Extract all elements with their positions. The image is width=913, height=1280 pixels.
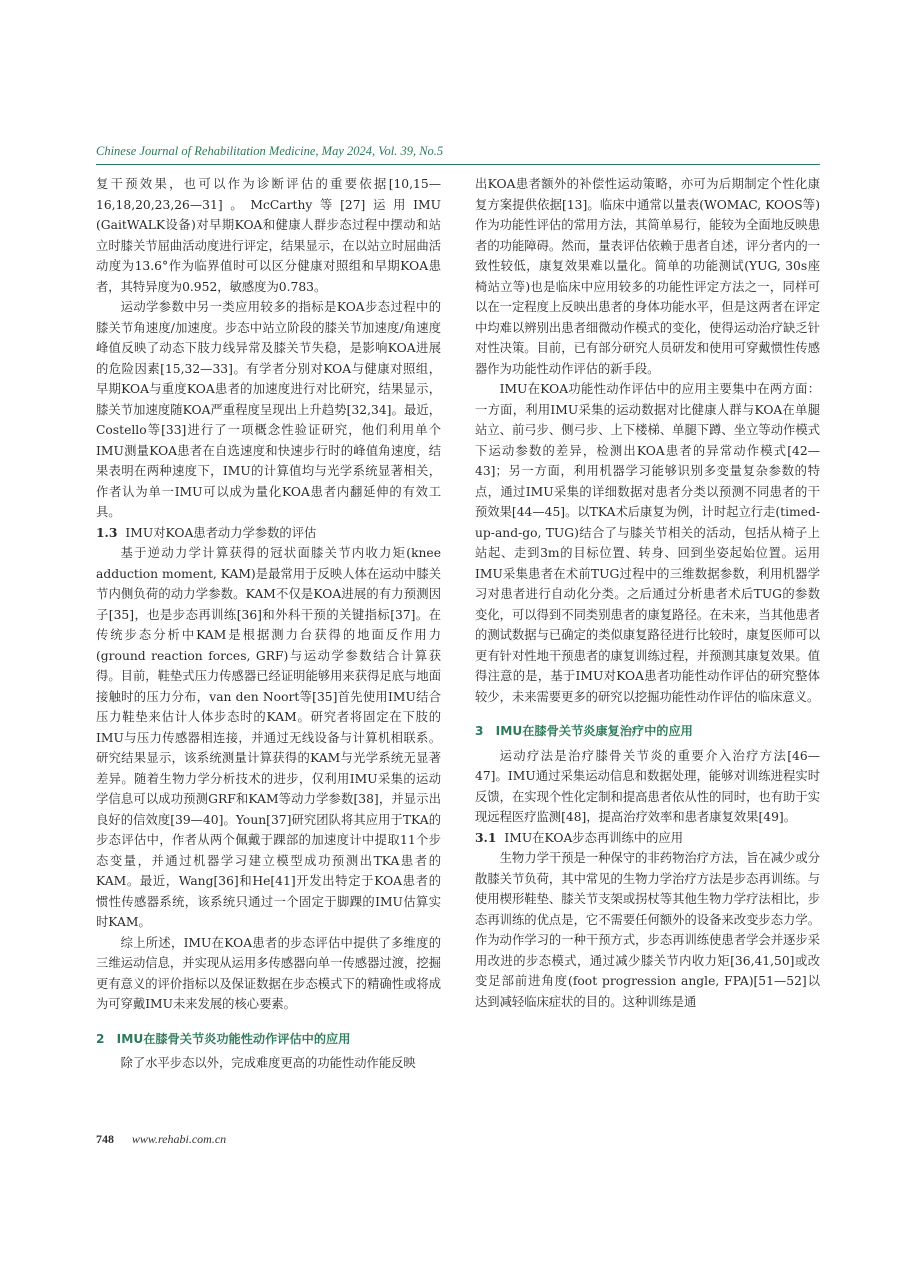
paragraph: 除了水平步态以外，完成难度更高的功能性动作能反映 <box>120 1056 416 1070</box>
paragraph: IMU在KOA功能性动作评估中的应用主要集中在两方面：一方面，利用IMU采集的运动数据对比健康人群与KOA在单腿站立、前弓步、侧弓步、上下楼梯、单腿下蹲、坐立等动作模式下运动参数的差异，检测出KOA患者的异常动作模式[42—43]；另一方面，利用机器学习能够识别多变量复杂参数的特点，通过IMU采集的详细数据对患者分类以预测不同患者的干预效果[44—45]。以TKA术后康复为例，计时起立行走(timed-up-and-go, TUG)结合了与膝关节相关的活动，包括从椅子上站起、走到3m的目标位置、转身、回到坐姿起始位置。运用IMU采集患者在术前TUG过程中的三维数据参数，利用机器学习对患者进行自动化分类。之后通过分析患者术后TUG的参数变化，可以得到不同类别患者的康复路径。在未来，当其他患者的测试数据与已确定的类似康复路径进行比较时，康复医师可以更有针对性地干预患者的康复训练过程，并预测其康复效果。值得注意的是，基于IMU对KOA患者功能性动作评估的研究整体较少，未来需要更多的研究以挖掘功能性动作评估的临床意义。 <box>475 382 820 704</box>
page-number: 748 <box>96 1132 114 1146</box>
subsection-title: IMU在KOA步态再训练中的应用 <box>504 830 684 845</box>
running-header: Chinese Journal of Rehabilitation Medicine, May 2024, Vol. 39, No.5 <box>96 144 444 158</box>
header-rule <box>96 164 820 165</box>
left-column <box>96 174 441 1074</box>
paragraph: 运动疗法是治疗膝骨关节炎的重要介入治疗方法[46—47]。IMU通过采集运动信息和数据处理，能够对训练进程实时反馈，在实现个性化定制和提高患者依从性的同时，也有助于实现远程医疗监测[48]，提高治疗效率和患者康复效果[49]。 <box>475 748 820 824</box>
paragraph: 运动学参数中另一类应用较多的指标是KOA步态过程中的膝关节角速度/加速度。步态中站立阶段的膝关节加速度/角速度峰值反映了动态下肢力线异常及膝关节失稳，是影响KOA进展的危险因素[15,32—33]。有学者分别对KOA与健康对照组，早期KOA与重度KOA患者的加速度进行对比研究，结果显示，膝关节加速度随KOA严重程度呈现出上升趋势[32,34]。最近，Costello等[33]进行了一项概念性验证研究，他们利用单个IMU测量KOA患者在自选速度和快速步行时的峰值角速度，结果表明在两种速度下，IMU的计算值均与光学系统显著相关，作者认为单一IMU可以成为量化KOA患者内翻延伸的有效工具。 <box>96 300 441 519</box>
paragraph: 综上所述，IMU在KOA患者的步态评估中提供了多维度的三维运动信息，并实现从运用多传感器向单一传感器过渡，挖掘更有意义的评价指标以及保证数据在步态模式下的精确性或将成为可穿戴IMU未来发展的核心要素。 <box>96 935 441 1011</box>
subsection-title: IMU对KOA患者动力学参数的评估 <box>125 525 317 540</box>
subsection-number: 1.3 <box>96 524 118 540</box>
paragraph: 生物力学干预是一种保守的非药物治疗方法，旨在减少或分散膝关节负荷，其中常见的生物力学治疗方法是步态再训练。与使用楔形鞋垫、膝关节支架或拐杖等其他生物力学疗法相比，步态再训练的优点是，它不需要任何额外的设备来改变步态力学。作为动作学习的一种干预方式，步态再训练使患者学会并逐步采用改进的步态模式，通过减少膝关节内收力矩[36,41,50]或改变足部前进角度(foot progression angle, FPA)[51—52]以达到减轻临床症状的目的。这种训练是通 <box>475 851 820 1009</box>
right-column <box>475 174 820 1012</box>
subsection-heading-3-1 <box>475 828 820 849</box>
journal-url: www.rehabi.com.cn <box>131 1132 227 1146</box>
page-footer <box>96 1132 226 1147</box>
section-heading-3: 3 IMU在膝骨关节炎康复治疗中的应用 <box>475 724 693 738</box>
subsection-heading-1-3 <box>96 523 441 544</box>
paragraph: 基于逆动力学计算获得的冠状面膝关节内收力矩(knee adduction moment, KAM)是最常用于反映人体在运动中膝关节内侧负荷的动力学参数。KAM不仅是KOA进展的有力预测因子[35]，也是步态再训练[36]和外科干预的关键指标[37]。在传统步态分析中KAM是根据测力台获得的地面反作用力(ground reaction forces, GRF)与运动学参数结合计算获得。目前，鞋垫式压力传感器已经证明能够用来获得足底与地面接触时的压力分布，van den Noort等[35]首先使用IMU结合压力鞋垫来估计人体步态时的KAM。研究者将固定在下肢的IMU与压力传感器相连接，并通过无线设备与计算机相联系。研究结果显示，该系统测量计算获得的KAM与光学系统无显著差异。随着生物力学分析技术的进步，仅利用IMU采集的运动学信息可以成功预测GRF和KAM等动力学参数[38]，并显示出良好的信效度[39—40]。Youn[37]研究团队将其应用于TKA的步态评估中，作者从两个佩戴于踝部的加速度计中提取11个步态变量，并通过机器学习建立模型成功预测出TKA患者的KAM。最近，Wang[36]和He[41]开发出特定于KOA患者的惯性传感器系统，该系统只通过一个固定于脚踝的IMU估算实时KAM。 <box>96 546 441 929</box>
paragraph: 复干预效果，也可以作为诊断评估的重要依据[10,15—16,18,20,23,26—31]。McCarthy等[27]运用IMU (GaitWALK设备)对早期KOA和健康人群步态过程中摆动和站立时膝关节屈曲活动度进行评定，结果显示，在以站立时屈曲活动度为13.6°作为临界值时可以区分健康对照组和早期KOA患者，其特异度为0.952，敏感度为0.783。 <box>96 177 441 294</box>
paragraph: 出KOA患者额外的补偿性运动策略，亦可为后期制定个性化康复方案提供依据[13]。临床中通常以量表(WOMAC, KOOS等)作为功能性评估的常用方法，其简单易行，能较为全面地反映患者的功能障碍。然而，量表评估依赖于患者自述，评分者内的一致性较低，康复效果难以量化。简单的功能测试(YUG, 30s座椅站立等)也是临床中应用较多的功能性评定方法之一，同样可以在一定程度上反映出患者的身体功能水平，但是这两者在评定中均难以辨别出患者细微动作模式的变化，使得运动治疗缺乏针对性决策。目前，已有部分研究人员研发和使用可穿戴惯性传感器作为功能性动作评估的新手段。 <box>475 177 820 376</box>
section-heading-2: 2 IMU在膝骨关节炎功能性动作评估中的应用 <box>96 1031 351 1046</box>
subsection-number: 3.1 <box>475 829 497 845</box>
